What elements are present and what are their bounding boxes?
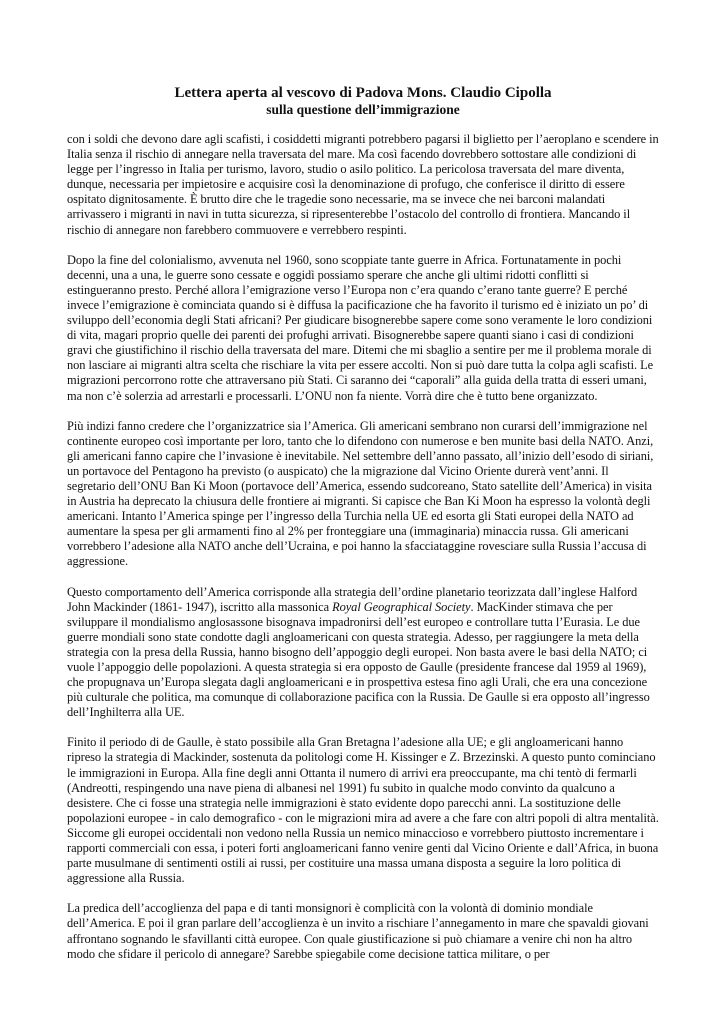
document-page (67, 84, 659, 977)
document-subtitle: sulla questione dell’immigrazione (266, 102, 460, 117)
paragraph-text: Questo comportamento dell’America corrisponde alla strategia dell’ordine planetario teorizzata dall’inglese Halford John Mackinder (1861- 1947), iscritto alla massonica (67, 584, 638, 614)
paragraph-text: Più indizi fanno credere che l’organizzatrice sia l’America. Gli americani sembrano non curarsi dell’immigrazione nel continente europeo così importante per loro, tanto che lo difendono con numerose e ben munite basi della NATO. Anzi, gli americani fanno capire che l’invasione è inevitabile. Nel settembre dell’anno passato, all’inizio dell’esodo di siriani, un portavoce del Pentagono ha previsto (o auspicato) che la migrazione dal Vicino Oriente durerà vent’anni. Il segretario dell’ONU Ban Ki Moon (portavoce dell’America, essendo sudcoreano, Stato satellite dell’America) in visita in Austria ha deprecato la chiusura delle frontiere ai migranti. Si capisce che Ban Ki Moon ha espresso la volontà degli americani. Intanto l’America spinge per l’ingresso della Turchia nella UE ed esorta gli Stati europei della NATO ad aumentare la spesa per gli armamenti fino al 2% per fronteggiare una (immaginaria) minaccia russa. Gli americani vorrebbero l’adesione alla NATO anche dell’Ucraina, e poi hanno la sfacciataggine rovesciare sulla Russia l’accusa di aggressione. (67, 418, 654, 569)
paragraph-text: Dopo la fine del colonialismo, avvenuta nel 1960, sono scoppiate tante guerre in Africa. Fortunatamente in pochi decenni, una a una, le guerre sono cessate e oggidì possiamo sperare che anche gli ultimi ridotti conflitti si estingueranno presto. Perché allora l’emigrazione verso l’Europa non c’era quando c’erano tante guerre? E perché invece l’emigrazione è cominciata quando si è diffusa la pacificazione che ha favorito il turismo ed è iniziato un po’ di sviluppo dell’economia degli Stati africani? Per giudicare bisognerebbe sapere come sono veramente le loro condizioni di vita, magari proprio quelle dei parenti dei profughi arrivati. Bisognerebbe sapere quanti siano i casi di condizioni gravi che giustifichino il rischio della traversata del mare. Ditemi che mi sbaglio a sentire per me il problema morale di non lasciare ai migranti altra scelta che rischiare la vita per essere accolti. Non si può dare tutta la colpa agli scafisti. Le migrazioni percorrono rotte che attraversano più Stati. Ci saranno dei “caporali” alla guida della tratta di esseri umani, ma non c’è solerzia ad arrestarli e processarli. L’ONU non fa niente. Vorrà dire che è tutto bene organizzato. (67, 252, 654, 403)
paragraph-text: Finito il periodo di de Gaulle, è stato possibile alla Gran Bretagna l’adesione alla UE; e gli angloamericani hanno ripreso la strategia di Mackinder, sostenuta da politologi come H. Kissinger e Z. Brzezinski. A questo punto cominciano le immigrazioni in Europa. Alla fine degli anni Ottanta il numero di arrivi era preoccupante, ma chi tentò di fermarli (Andreotti, respingendo una nave piena di albanesi nel 1991) fu subito in qualche modo convinto da qualcuno a desistere. Che ci fosse una strategia nelle immigrazioni è stato evidente dopo parecchi anni. La sostituzione delle popolazioni europee - in calo demografico - con le migrazioni mira ad avere a che fare con altri popoli di altra mentalità. Siccome gli europei occidentali non vedono nella Russia un nemico minaccioso e vorrebbero piuttosto incrementare i rapporti commerciali con essa, i poteri forti angloamericani fanno venire genti dal Vicino Oriente e dall’Africa, in buona parte musulmane di sentimenti ostili ai russi, per costituire una massa umana disposta a seguire la loro politica di aggressione alla Russia. (67, 735, 659, 886)
paragraph-text: La predica dell’accoglienza del papa e di tanti monsignori è complicità con la volontà di dominio mondiale dell’America. E poi il gran parlare dell’accoglienza è un invito a rischiare l’annegamento in mare che spavaldi giovani affrontano sognando le sfavillanti città europee. Con quale giustificazione si può chiamare a venire chi non ha altro modo che sfidare il pericolo di annegare? Sarebbe spiegabile come decisione tattica militare, o per (67, 901, 649, 961)
paragraph (67, 585, 659, 721)
paragraph (67, 901, 659, 961)
italic-society-name: Royal Geographical Society (332, 599, 471, 614)
paragraph (67, 419, 659, 570)
paragraph (67, 132, 659, 238)
paragraph-text: . MacKinder stimava che per sviluppare il mondialismo anglosassone bisognava impadronirsi dell’est europeo e controllare tutta l’Eurasia. Le due guerre mondiali sono state condotte dagli angloamericani con questa strategia. Adesso, per raggiungere la meta della strategia con la presa della Russia, hanno bisogno dell’appoggio degli europei. Non basta avere le basi della NATO; ci vuole l’appoggio delle popolazioni. A questa strategia si era opposto de Gaulle (presidente francese dal 1959 al 1969), che propugnava un’Europa slegata dagli angloamericani e in prospettiva estesa fino agli Urali, che era una concezione più culturale che politica, ma comunque di collaborazione pacifica con la Russia. De Gaulle si era opposto all’ingresso dell’Inghilterra alla UE. (67, 599, 650, 720)
paragraph (67, 253, 659, 404)
document-title: Lettera aperta al vescovo di Padova Mons. Claudio Cipolla (174, 85, 552, 101)
paragraph (67, 735, 659, 886)
paragraph-text: con i soldi che devono dare agli scafisti, i cosiddetti migranti potrebbero pagarsi il biglietto per l’aeroplano e scendere in Italia senza il rischio di annegare nella traversata del mare. Ma così facendo dovrebbero sottostare alle condizioni di legge per l’ingresso in Italia per turismo, lavoro, studio o asilo politico. La pericolosa traversata del mare diventa, dunque, necessaria per impietosire e acquisire così la denominazione di profugo, che conferisce il diritto di essere ospitato dignitosamente. È brutto dire che le tragedie sono necessarie, ma se invece che nei barconi malandati arrivassero i migranti in navi in tutta sicurezza, si ripresenterebbe l’ostacolo del controllo di frontiera. Mancando il rischio di annegare non farebbero commuovere e verrebbero respinti. (67, 132, 659, 237)
